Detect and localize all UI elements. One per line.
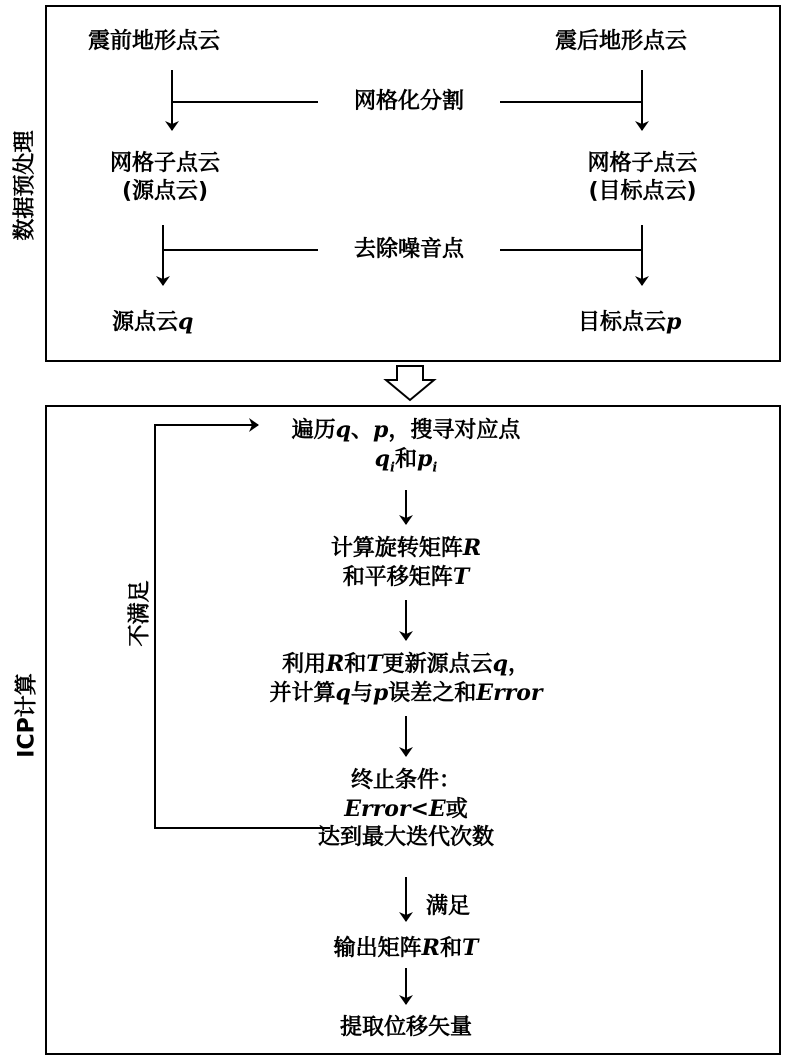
source-grid-cloud: [80, 150, 250, 206]
target-cloud-p: [578, 308, 681, 337]
less-than: <: [410, 797, 429, 822]
var-T2: T: [366, 651, 383, 677]
post-earthquake-cloud: 震后地形点云: [555, 29, 688, 54]
source-grid-cloud-line1: 网格子点云: [109, 151, 220, 176]
output-text: 输出矩阵: [333, 936, 422, 961]
compute-text: 并计算: [269, 681, 336, 706]
denoise-label: 去除噪音点: [348, 237, 470, 262]
grid-split-label: 网格化分割: [348, 89, 470, 114]
var-pi: p: [417, 446, 433, 472]
var-R2: R: [325, 651, 345, 677]
traverse-text: 遍历: [291, 418, 336, 443]
pre-earthquake-cloud: 震前地形点云: [88, 29, 221, 54]
var-p: p: [373, 417, 389, 443]
source-cloud-text: 源点云: [112, 310, 179, 335]
or-text: 或: [445, 797, 468, 822]
var-R3: R: [421, 935, 440, 961]
and-text: 和: [394, 447, 417, 472]
grid-split-step: [318, 88, 500, 116]
icp-side-label: ICP计算: [14, 673, 40, 758]
var-T3: T: [461, 935, 479, 961]
preprocessing-side-label: 数据预处理: [12, 130, 38, 241]
var-error: Error: [476, 680, 543, 706]
target-cloud-var: p: [666, 309, 682, 335]
not-satisfied-label: 不满足: [127, 580, 153, 647]
search-text: ，搜寻对应点: [388, 418, 521, 443]
var-q3: q: [335, 680, 351, 706]
and-text3: 和: [439, 936, 462, 961]
step-output-rt: [256, 934, 556, 963]
var-qi: q: [374, 446, 391, 472]
source-grid-cloud-line2: (源点云): [121, 179, 209, 204]
var-q2: q: [492, 651, 509, 677]
step-extract-displacement: 提取位移矢量: [339, 1015, 472, 1040]
use-text: 利用: [281, 652, 326, 677]
var-p2: p: [372, 680, 389, 706]
var-q: q: [335, 417, 351, 443]
comma: ，: [508, 652, 531, 677]
step-termination: [256, 767, 556, 852]
target-grid-cloud-line1: 网格子点云: [587, 151, 698, 176]
step-find-correspondence: [256, 416, 556, 482]
step-update-error: [216, 650, 596, 708]
max-iterations-text: 达到最大迭代次数: [317, 825, 494, 850]
section-transition-arrow: [386, 366, 434, 400]
termination-title: 终止条件：: [350, 768, 461, 793]
index-i1: i: [390, 460, 395, 476]
source-cloud-var: q: [178, 309, 194, 335]
denoise-step: [318, 236, 500, 264]
error-sum-text: 误差之和: [388, 681, 477, 706]
satisfied-label: 满足: [426, 894, 471, 919]
target-cloud-text: 目标点云: [578, 310, 667, 335]
var-E: E: [428, 796, 446, 822]
separator: 、: [350, 418, 373, 443]
var-R: R: [462, 535, 482, 561]
with-text: 与: [350, 681, 373, 706]
var-error2: Error: [344, 796, 411, 822]
index-i2: i: [432, 460, 438, 476]
translation-text: 和平移矩阵: [342, 565, 453, 590]
var-T: T: [452, 564, 470, 590]
source-cloud-q: [112, 308, 193, 337]
rotation-text: 计算旋转矩阵: [330, 536, 463, 561]
target-grid-cloud: [555, 150, 730, 206]
target-grid-cloud-line2: (目标点云): [588, 179, 697, 204]
step-compute-rt: [256, 534, 556, 592]
update-text: 更新源点云: [382, 652, 493, 677]
and-text2: 和: [344, 652, 367, 677]
